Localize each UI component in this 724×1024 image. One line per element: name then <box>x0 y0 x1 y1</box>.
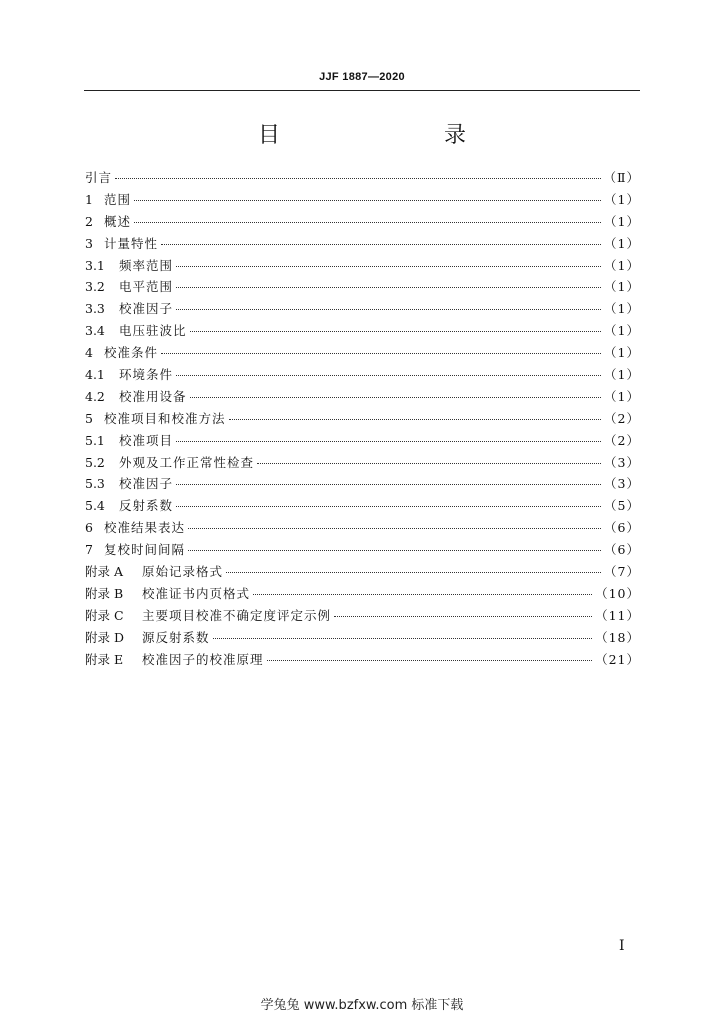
toc-entry-page: （1） <box>604 388 640 404</box>
toc-entry-number: 2 <box>85 213 93 229</box>
toc-entry-page: （1） <box>604 191 640 207</box>
toc-entry-number: 4 <box>85 345 93 361</box>
toc-entry-page: （7） <box>604 564 640 580</box>
toc-entry-page: （2） <box>604 410 640 426</box>
toc-entry-page: （1） <box>604 367 640 383</box>
toc-entry-label: 范围 <box>104 191 132 207</box>
toc-entry-label: 主要项目校准不确定度评定示例 <box>142 607 332 623</box>
toc-entry-label: 概述 <box>104 213 132 229</box>
toc-entry-page: （11） <box>595 607 640 623</box>
toc-entry[interactable] <box>85 190 640 212</box>
toc-dot-leader <box>176 441 601 442</box>
toc-dot-leader <box>176 287 601 288</box>
toc-entry-page: （6） <box>604 520 640 536</box>
toc-entry-number: 附录 E <box>85 651 124 667</box>
toc-entry[interactable] <box>85 431 640 453</box>
toc-entry-label: 校准因子 <box>119 301 174 317</box>
toc-entry-label: 电压驻波比 <box>119 323 187 339</box>
toc-entry-number: 7 <box>85 542 93 558</box>
toc-entry[interactable] <box>85 277 640 299</box>
page-number: I <box>619 938 625 954</box>
toc-entry[interactable] <box>85 496 640 518</box>
watermark-text: 学兔兔 www.bzfxw.com 标准下载 <box>260 998 464 1013</box>
toc-entry-page: （1） <box>604 279 640 295</box>
toc-entry-label: 环境条件 <box>119 367 174 383</box>
toc-entry-page: （1） <box>604 257 640 273</box>
toc-entry-number: 附录 C <box>85 607 124 623</box>
toc-entry-label: 校准结果表达 <box>104 520 186 536</box>
toc-entry-label: 校准条件 <box>104 345 159 361</box>
toc-dot-leader <box>188 550 601 551</box>
toc-entry[interactable] <box>85 650 640 672</box>
toc-entry-page: （3） <box>604 476 640 492</box>
toc-entry[interactable] <box>85 518 640 540</box>
toc-entry[interactable] <box>85 365 640 387</box>
toc-dot-leader <box>134 222 601 223</box>
toc-entry-label: 校准因子 <box>119 476 174 492</box>
toc-dot-leader <box>257 463 601 464</box>
toc-entry-page: （18） <box>595 629 640 645</box>
document-code-header: JJF 1887—2020 <box>319 71 405 83</box>
toc-entry-number: 附录 A <box>85 564 124 580</box>
toc-entry-number: 6 <box>85 520 93 536</box>
toc-dot-leader <box>134 200 601 201</box>
toc-entry-number: 3.1 <box>85 257 105 273</box>
toc-dot-leader <box>176 266 601 267</box>
toc-dot-leader <box>253 594 592 595</box>
toc-entry[interactable] <box>85 168 640 190</box>
toc-entry-label: 校准项目和校准方法 <box>104 410 226 426</box>
toc-dot-leader <box>267 660 593 661</box>
toc-entry[interactable] <box>85 409 640 431</box>
toc-entry-page: （2） <box>604 432 640 448</box>
toc-entry-page: （21） <box>595 651 640 667</box>
toc-entry[interactable] <box>85 562 640 584</box>
toc-entry[interactable] <box>85 628 640 650</box>
toc-entry-label: 电平范围 <box>119 279 174 295</box>
toc-entry-label: 校准因子的校准原理 <box>142 651 264 667</box>
toc-entry-page: （3） <box>604 454 640 470</box>
toc-entry[interactable] <box>85 343 640 365</box>
toc-dot-leader <box>229 419 602 420</box>
toc-entry-label: 引言 <box>85 170 113 185</box>
toc-entry-label: 校准项目 <box>119 432 174 448</box>
toc-dot-leader <box>176 309 601 310</box>
toc-entry[interactable] <box>85 584 640 606</box>
toc-entry[interactable] <box>85 453 640 475</box>
toc-entry[interactable] <box>85 212 640 234</box>
toc-entry-number: 1 <box>85 191 93 207</box>
toc-entry-label: 源反射系数 <box>142 629 210 645</box>
toc-dot-leader <box>226 572 601 573</box>
toc-entry-number: 4.2 <box>85 388 105 404</box>
toc-entry-label: 频率范围 <box>119 257 174 273</box>
toc-entry[interactable] <box>85 256 640 278</box>
toc-entry-page: （1） <box>604 213 640 229</box>
toc-dot-leader <box>190 331 602 332</box>
header-divider <box>84 90 640 91</box>
toc-entry-number: 3.2 <box>85 279 105 295</box>
toc-entry-number: 5.4 <box>85 498 105 514</box>
toc-entry-page: （Ⅱ） <box>603 170 640 185</box>
toc-dot-leader <box>115 178 600 179</box>
toc-entry-number: 3.4 <box>85 323 105 339</box>
toc-entry-page: （5） <box>604 498 640 514</box>
toc-entry-number: 5.2 <box>85 454 105 470</box>
toc-entry-number: 3.3 <box>85 301 105 317</box>
toc-entry-page: （1） <box>604 345 640 361</box>
toc-entry[interactable] <box>85 606 640 628</box>
toc-entry[interactable] <box>85 299 640 321</box>
toc-entry-label: 计量特性 <box>104 235 159 251</box>
toc-entry[interactable] <box>85 540 640 562</box>
toc-entry-page: （10） <box>595 585 640 601</box>
toc-dot-leader <box>176 375 601 376</box>
toc-entry[interactable] <box>85 321 640 343</box>
toc-entry-label: 外观及工作正常性检查 <box>119 454 255 470</box>
toc-entry-number: 附录 D <box>85 629 124 645</box>
toc-dot-leader <box>213 638 593 639</box>
toc-entry-label: 校准用设备 <box>119 388 187 404</box>
toc-entry[interactable] <box>85 474 640 496</box>
toc-entry-label: 复校时间间隔 <box>104 542 186 558</box>
toc-entry-page: （1） <box>604 235 640 251</box>
toc-entry-number: 3 <box>85 235 93 251</box>
toc-dot-leader <box>176 506 601 507</box>
toc-entry[interactable] <box>85 234 640 256</box>
toc-dot-leader <box>161 244 601 245</box>
toc-entry-page: （1） <box>604 301 640 317</box>
toc-entry-number: 5 <box>85 410 93 426</box>
toc-dot-leader <box>188 528 601 529</box>
toc-entry-number: 5.3 <box>85 476 105 492</box>
toc-dot-leader <box>176 484 601 485</box>
toc-entry-label: 原始记录格式 <box>142 564 224 580</box>
toc-entry[interactable] <box>85 387 640 409</box>
toc-entry-number: 附录 B <box>85 585 124 601</box>
toc-dot-leader <box>190 397 602 398</box>
toc-entry-label: 反射系数 <box>119 498 174 514</box>
toc-entry-label: 校准证书内页格式 <box>142 585 251 601</box>
toc-entry-number: 4.1 <box>85 367 105 383</box>
toc-dot-leader <box>161 353 601 354</box>
page-title: 目 录 <box>257 123 506 148</box>
toc-entry-page: （6） <box>604 542 640 558</box>
toc-dot-leader <box>334 616 592 617</box>
table-of-contents <box>85 168 640 671</box>
toc-entry-page: （1） <box>604 323 640 339</box>
toc-entry-number: 5.1 <box>85 432 105 448</box>
